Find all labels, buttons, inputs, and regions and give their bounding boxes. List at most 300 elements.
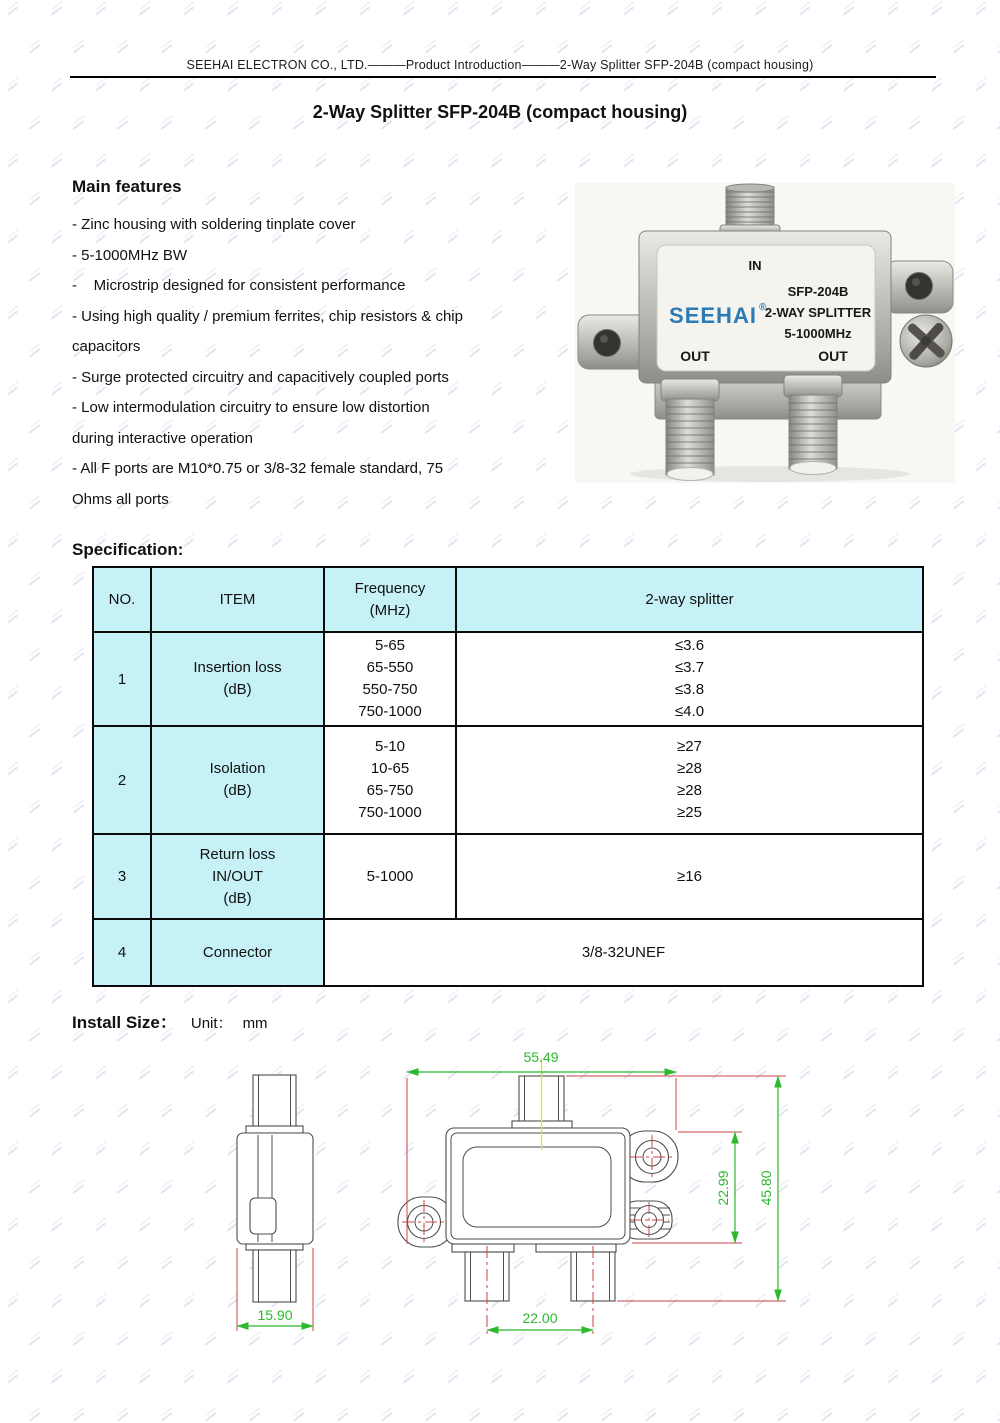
watermark-mark (7, 690, 18, 699)
watermark-mark (403, 538, 414, 547)
watermark-mark (931, 82, 942, 91)
page-header-line: SEEHAI ELECTRON CO., LTD.———Product Introduction———2-Way Splitter SFP-204B (compact housing) (186, 58, 814, 72)
watermark-mark (491, 994, 502, 1003)
in-port-connector (720, 184, 780, 235)
watermark-mark (161, 1412, 172, 1421)
watermark-mark (7, 1222, 18, 1231)
watermark-mark (447, 538, 458, 547)
watermark-mark (29, 652, 40, 661)
watermark-mark (931, 538, 942, 547)
watermark-mark (623, 994, 634, 1003)
cell-item: Return loss IN/OUT (dB) (151, 834, 324, 919)
side-screw (900, 315, 952, 367)
watermark-mark (117, 1412, 128, 1421)
watermark-mark (975, 1374, 986, 1383)
watermark-mark (161, 196, 172, 205)
watermark-mark (205, 196, 216, 205)
watermark-mark (865, 1412, 876, 1421)
watermark-mark (975, 1070, 986, 1079)
watermark-mark (425, 196, 436, 205)
watermark-mark (29, 424, 40, 433)
watermark-mark (975, 690, 986, 699)
watermark-mark (51, 690, 62, 699)
watermark-mark (777, 1412, 788, 1421)
watermark-mark (931, 994, 942, 1003)
watermark-mark (645, 44, 656, 53)
watermark-mark (491, 82, 502, 91)
watermark-mark (7, 82, 18, 91)
watermark-mark (975, 766, 986, 775)
watermark-mark (975, 158, 986, 167)
watermark-mark (909, 44, 920, 53)
product-photo (575, 183, 955, 483)
watermark-mark (975, 842, 986, 851)
watermark-mark (161, 44, 172, 53)
watermark-mark (337, 1412, 348, 1421)
watermark-mark (7, 386, 18, 395)
watermark-mark (799, 6, 810, 15)
page-title: 2-Way Splitter SFP-204B (compact housing) (312, 102, 688, 122)
watermark-mark (425, 44, 436, 53)
watermark-mark (557, 44, 568, 53)
watermark-mark (975, 462, 986, 471)
watermark-mark (381, 1412, 392, 1421)
watermark-mark (865, 500, 876, 509)
cell-value: ≤3.6 ≤3.7 ≤3.8 ≤4.0 (456, 632, 923, 726)
watermark-mark (293, 1412, 304, 1421)
watermark-mark (931, 158, 942, 167)
watermark-mark (689, 500, 700, 509)
watermark-mark (7, 614, 18, 623)
watermark-mark (953, 44, 964, 53)
watermark-mark (755, 158, 766, 167)
watermark-mark (623, 538, 634, 547)
watermark-mark (293, 196, 304, 205)
cell-no: 4 (93, 919, 151, 986)
watermark-mark (51, 918, 62, 927)
table-row (93, 632, 923, 726)
watermark-mark (623, 6, 634, 15)
watermark-mark (931, 6, 942, 15)
watermark-mark (73, 804, 84, 813)
watermark-mark (227, 538, 238, 547)
watermark-mark (359, 6, 370, 15)
label-out-right: OUT (818, 348, 848, 364)
watermark-mark (73, 1412, 84, 1421)
label-out-left: OUT (680, 348, 710, 364)
watermark-mark (535, 538, 546, 547)
watermark-mark (689, 1412, 700, 1421)
watermark-mark (29, 1336, 40, 1345)
watermark-mark (909, 500, 920, 509)
watermark-mark (865, 44, 876, 53)
watermark-mark (799, 994, 810, 1003)
watermark-mark (7, 1146, 18, 1155)
watermark-mark (733, 500, 744, 509)
watermark-mark (447, 6, 458, 15)
watermark-mark (359, 994, 370, 1003)
watermark-mark (887, 6, 898, 15)
watermark-mark (469, 44, 480, 53)
header-frequency: Frequency (MHz) (324, 567, 456, 632)
watermark-mark (755, 994, 766, 1003)
watermark-mark (975, 82, 986, 91)
watermark-mark (381, 196, 392, 205)
watermark-mark (293, 44, 304, 53)
watermark-mark (29, 500, 40, 509)
watermark-mark (73, 652, 84, 661)
watermark-mark (51, 234, 62, 243)
watermark-mark (931, 614, 942, 623)
watermark-mark (733, 44, 744, 53)
watermark-mark (139, 6, 150, 15)
watermark-mark (7, 538, 18, 547)
watermark-mark (51, 386, 62, 395)
watermark-mark (249, 1412, 260, 1421)
watermark-mark (359, 158, 370, 167)
watermark-mark (73, 728, 84, 737)
feature-item: - Zinc housing with soldering tinplate cover (72, 216, 356, 233)
feature-item: - Using high quality / premium ferrites, chip resistors & chip capacitors (72, 307, 463, 355)
cell-value: ≥27 ≥28 ≥28 ≥25 (456, 726, 923, 834)
watermark-mark (29, 196, 40, 205)
watermark-mark (975, 538, 986, 547)
watermark-mark (579, 82, 590, 91)
watermark-mark (359, 538, 370, 547)
features-list (72, 210, 574, 515)
watermark-mark (51, 6, 62, 15)
watermark-mark (953, 652, 964, 661)
watermark-mark (535, 158, 546, 167)
watermark-mark (953, 956, 964, 965)
feature-item: - Microstrip designed for consistent performance (72, 277, 406, 294)
watermark-mark (7, 6, 18, 15)
watermark-mark (579, 538, 590, 547)
watermark-mark (755, 538, 766, 547)
watermark-mark (821, 44, 832, 53)
watermark-mark (73, 196, 84, 205)
dim-body-height: 22.99 (715, 1170, 731, 1206)
watermark-mark (227, 994, 238, 1003)
watermark-mark (29, 44, 40, 53)
watermark-mark (535, 82, 546, 91)
watermark-mark (425, 1412, 436, 1421)
watermark-mark (95, 994, 106, 1003)
watermark-mark (601, 44, 612, 53)
watermark-mark (975, 994, 986, 1003)
header-divider (70, 76, 936, 78)
watermark-mark (403, 158, 414, 167)
watermark-mark (7, 918, 18, 927)
watermark-mark (535, 994, 546, 1003)
watermark-mark (931, 842, 942, 851)
watermark-mark (777, 44, 788, 53)
watermark-mark (249, 196, 260, 205)
watermark-mark (315, 538, 326, 547)
watermark-mark (887, 82, 898, 91)
watermark-mark (29, 576, 40, 585)
cell-item: Connector (151, 919, 324, 986)
watermark-mark (205, 1412, 216, 1421)
watermark-mark (403, 82, 414, 91)
watermark-mark (51, 766, 62, 775)
watermark-mark (513, 44, 524, 53)
features-heading: Main features (72, 177, 182, 196)
watermark-mark (51, 538, 62, 547)
watermark-mark (183, 538, 194, 547)
watermark-mark (51, 82, 62, 91)
watermark-mark (579, 158, 590, 167)
watermark-mark (579, 994, 590, 1003)
watermark-mark (29, 272, 40, 281)
watermark-mark (491, 538, 502, 547)
watermark-mark (315, 994, 326, 1003)
watermark-mark (29, 956, 40, 965)
watermark-mark (689, 44, 700, 53)
watermark-mark (29, 348, 40, 357)
watermark-mark (557, 196, 568, 205)
label-type: 2-WAY SPLITTER (764, 305, 872, 320)
watermark-mark (29, 1184, 40, 1193)
watermark-mark (51, 462, 62, 471)
watermark-mark (315, 82, 326, 91)
watermark-mark (975, 6, 986, 15)
watermark-mark (931, 690, 942, 699)
install-size-drawing (55, 1040, 955, 1390)
install-size-label: Install Size： (72, 1013, 177, 1032)
watermark-mark (975, 310, 986, 319)
watermark-mark (403, 994, 414, 1003)
right-mounting-ear (885, 261, 953, 313)
cell-frequency: 5-65 65-550 550-750 750-1000 (324, 632, 456, 726)
watermark-mark (315, 6, 326, 15)
watermark-mark (953, 500, 964, 509)
watermark-mark (843, 6, 854, 15)
feature-item: - Surge protected circuitry and capacitively coupled ports (72, 368, 449, 386)
watermark-mark (7, 310, 18, 319)
cell-frequency: 5-10 10-65 65-750 750-1000 (324, 726, 456, 834)
watermark-mark (51, 994, 62, 1003)
watermark-mark (711, 994, 722, 1003)
watermark-mark (711, 538, 722, 547)
watermark-mark (931, 766, 942, 775)
watermark-mark (667, 82, 678, 91)
watermark-mark (7, 1070, 18, 1079)
unit-label: Unit： (190, 1015, 233, 1032)
cell-no: 2 (93, 726, 151, 834)
watermark-mark (887, 158, 898, 167)
watermark-mark (579, 6, 590, 15)
watermark-mark (271, 82, 282, 91)
watermark-mark (799, 82, 810, 91)
cell-value: ≥16 (456, 834, 923, 919)
watermark-mark (7, 1298, 18, 1307)
dim-overall-height: 45.80 (758, 1170, 774, 1206)
watermark-mark (843, 538, 854, 547)
watermark-mark (51, 842, 62, 851)
feature-item: - Low intermodulation circuitry to ensure low distortion during interactive operation (72, 399, 430, 447)
watermark-mark (535, 6, 546, 15)
dim-side-width: 15.90 (257, 1307, 293, 1323)
watermark-mark (601, 1412, 612, 1421)
dim-overall-width: 55.49 (523, 1049, 559, 1065)
watermark-mark (183, 994, 194, 1003)
watermark-mark (909, 1412, 920, 1421)
table-header-row (93, 567, 923, 632)
watermark-mark (645, 1412, 656, 1421)
watermark-mark (227, 158, 238, 167)
watermark-mark (381, 44, 392, 53)
watermark-mark (975, 386, 986, 395)
table-row (93, 834, 923, 919)
watermark-mark (623, 158, 634, 167)
cell-frequency: 5-1000 (324, 834, 456, 919)
label-band: 5-1000MHz (784, 326, 852, 341)
watermark-mark (755, 6, 766, 15)
watermark-mark (359, 82, 370, 91)
unit-value: mm (242, 1015, 268, 1032)
watermark-mark (7, 234, 18, 243)
watermark-mark (205, 44, 216, 53)
table-row (93, 919, 923, 986)
watermark-mark (931, 918, 942, 927)
table-row (93, 726, 923, 834)
watermark-mark (29, 1032, 40, 1041)
watermark-mark (513, 196, 524, 205)
watermark-mark (29, 1412, 40, 1421)
watermark-mark (73, 44, 84, 53)
watermark-mark (29, 1108, 40, 1117)
watermark-mark (843, 82, 854, 91)
watermark-mark (711, 6, 722, 15)
brand-reg-mark: ® (759, 302, 767, 313)
watermark-mark (975, 1222, 986, 1231)
watermark-mark (7, 766, 18, 775)
watermark-mark (975, 614, 986, 623)
cell-connector-value: 3/8-32UNEF (324, 919, 923, 986)
watermark-mark (51, 158, 62, 167)
watermark-mark (667, 6, 678, 15)
label-model: SFP-204B (787, 284, 849, 299)
watermark-mark (755, 82, 766, 91)
watermark-mark (953, 1412, 964, 1421)
label-in: IN (748, 258, 762, 273)
watermark-mark (667, 538, 678, 547)
cell-no: 3 (93, 834, 151, 919)
feature-item: - All F ports are M10*0.75 or 3/8-32 female standard, 75 Ohms all ports (72, 460, 444, 508)
watermark-mark (645, 500, 656, 509)
watermark-mark (777, 500, 788, 509)
watermark-mark (73, 576, 84, 585)
watermark-mark (29, 728, 40, 737)
watermark-mark (447, 158, 458, 167)
watermark-mark (491, 6, 502, 15)
watermark-mark (139, 158, 150, 167)
cell-item: Insertion loss (dB) (151, 632, 324, 726)
dim-port-spacing: 22.00 (522, 1310, 558, 1326)
install-size-heading (72, 1008, 268, 1033)
watermark-mark (117, 196, 128, 205)
watermark-mark (271, 538, 282, 547)
front-view (398, 1049, 786, 1336)
watermark-mark (975, 234, 986, 243)
watermark-mark (95, 82, 106, 91)
watermark-mark (887, 538, 898, 547)
watermark-mark (73, 880, 84, 889)
header-item: ITEM (151, 567, 324, 632)
watermark-mark (183, 158, 194, 167)
cell-item: Isolation (dB) (151, 726, 324, 834)
watermark-mark (95, 6, 106, 15)
watermark-mark (7, 462, 18, 471)
watermark-mark (183, 82, 194, 91)
watermark-mark (953, 804, 964, 813)
watermark-mark (271, 158, 282, 167)
watermark-mark (953, 576, 964, 585)
watermark-mark (139, 82, 150, 91)
watermark-mark (249, 44, 260, 53)
feature-item: - 5-1000MHz BW (72, 246, 188, 264)
brand-logo: SEEHAI (669, 303, 757, 328)
watermark-mark (711, 82, 722, 91)
watermark-mark (667, 158, 678, 167)
watermark-mark (271, 994, 282, 1003)
watermark-mark (271, 6, 282, 15)
watermark-mark (975, 1298, 986, 1307)
specification-heading: Specification: (72, 540, 184, 559)
watermark-mark (975, 918, 986, 927)
watermark-mark (117, 44, 128, 53)
specification-table (92, 566, 924, 987)
side-view (237, 1075, 313, 1331)
watermark-mark (139, 994, 150, 1003)
watermark-mark (183, 6, 194, 15)
watermark-mark (843, 158, 854, 167)
watermark-mark (227, 82, 238, 91)
watermark-mark (29, 804, 40, 813)
watermark-mark (7, 994, 18, 1003)
watermark-mark (557, 1412, 568, 1421)
watermark-mark (51, 614, 62, 623)
watermark-mark (403, 6, 414, 15)
out-port-connector-right (784, 375, 842, 475)
watermark-mark (469, 1412, 480, 1421)
watermark-mark (7, 158, 18, 167)
watermark-mark (469, 196, 480, 205)
header-no: NO. (93, 567, 151, 632)
watermark-mark (821, 1412, 832, 1421)
watermark-mark (953, 728, 964, 737)
watermark-mark (513, 1412, 524, 1421)
watermark-mark (953, 880, 964, 889)
watermark-mark (733, 1412, 744, 1421)
watermark-mark (975, 1146, 986, 1155)
watermark-mark (491, 158, 502, 167)
cell-no: 1 (93, 632, 151, 726)
watermark-mark (667, 994, 678, 1003)
watermark-mark (711, 158, 722, 167)
watermark-mark (447, 994, 458, 1003)
watermark-mark (95, 158, 106, 167)
watermark-mark (623, 82, 634, 91)
out-port-connector-left (661, 379, 719, 481)
watermark-mark (821, 500, 832, 509)
watermark-mark (799, 158, 810, 167)
watermark-mark (227, 6, 238, 15)
header-value: 2-way splitter (456, 567, 923, 632)
watermark-mark (7, 1374, 18, 1383)
watermark-mark (73, 956, 84, 965)
